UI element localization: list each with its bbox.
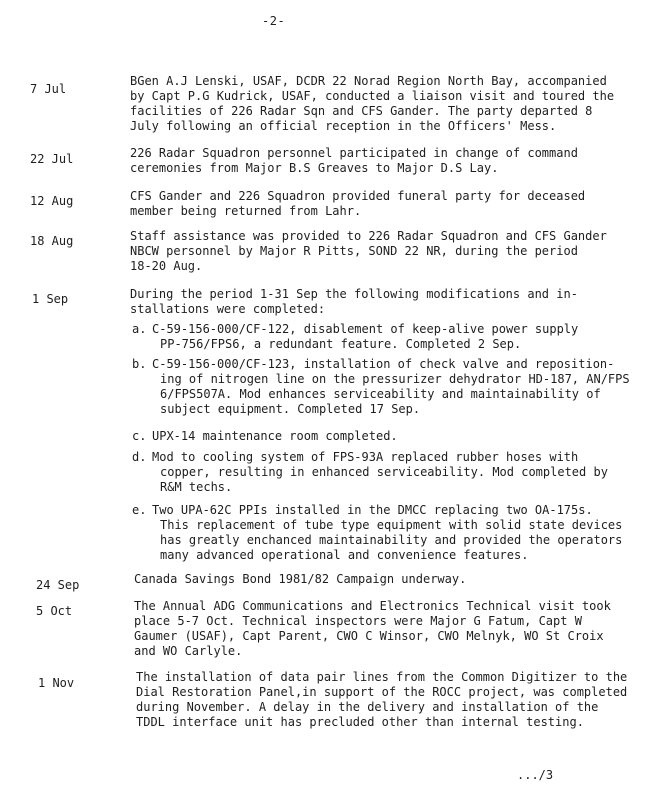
sub-item-line: subject equipment. Completed 17 Sep. (160, 402, 421, 416)
entry-body (130, 287, 630, 563)
sub-item-line: UPX-14 maintenance room completed. (152, 429, 398, 443)
sub-item-letter: d. (132, 450, 147, 464)
entry-body (136, 670, 628, 730)
entry-body (134, 572, 619, 587)
entry-line: During the period 1-31 Sep the following modifications and in- (130, 287, 578, 301)
sub-item-line: has greatly enchanced maintainability and provided the operators (160, 533, 623, 547)
sub-item-line: PP-756/FPS6, a redundant feature. Completed 2 Sep. (160, 337, 522, 351)
sub-item-line: copper, resulting in enhanced serviceability. Mod completed by (160, 465, 608, 479)
entry-line: TDDL interface unit has precluded other than internal testing. (136, 715, 584, 729)
entry-line: Dial Restoration Panel,in support of the ROCC project, was completed (136, 685, 628, 699)
sub-item-line: Two UPA-62C PPIs installed in the DMCC replacing two OA-175s. (152, 503, 593, 517)
entry-line: July following an official reception in the Officers' Mess. (130, 119, 557, 133)
entry-date: 12 Aug (30, 194, 74, 208)
entry-body (130, 229, 615, 274)
entry-date: 18 Aug (30, 234, 74, 248)
entry-line: place 5-7 Oct. Technical inspectors were Major G Fatum, Capt W (134, 614, 582, 628)
entry-line: BGen A.J Lenski, USAF, DCDR 22 Norad Region North Bay, accompanied (130, 74, 607, 88)
entry-line: Gaumer (USAF), Capt Parent, CWO C Winsor, CWO Melnyk, WO St Croix (134, 629, 604, 643)
entry-body (130, 146, 615, 176)
sub-item-line: This replacement of tube type equipment with solid state devices (160, 518, 623, 532)
entry-date: 1 Nov (38, 676, 75, 690)
sub-item-d (130, 450, 615, 495)
sub-item-line: many advanced operational and convenience features. (160, 548, 529, 562)
entry-date: 1 Sep (32, 292, 69, 306)
entry-line: ceremonies from Major B.S Greaves to Major D.S Lay. (130, 161, 499, 175)
entry-body (130, 189, 615, 219)
entry-line: The installation of data pair lines from the Common Digitizer to the (136, 670, 628, 684)
sub-item-line: R&M techs. (160, 480, 233, 494)
entry-line: Staff assistance was provided to 226 Radar Squadron and CFS Gander (130, 229, 607, 243)
page-continuation: .../3 (517, 768, 554, 782)
entry-body (130, 74, 615, 134)
sub-item-b (130, 357, 630, 417)
page-number: -2- (262, 14, 286, 28)
entry-line: during November. A delay in the delivery and installation of the (136, 700, 599, 714)
entry-line: Canada Savings Bond 1981/82 Campaign underway. (134, 572, 467, 586)
entry-date: 22 Jul (30, 152, 74, 166)
sub-item-line: 6/FPS507A. Mod enhances serviceability and maintainability of (160, 387, 601, 401)
sub-item-line: ing of nitrogen line on the pressurizer dehydrator HD-187, AN/FPS (160, 372, 630, 386)
sub-item-letter: e. (132, 503, 147, 517)
entry-date: 7 Jul (30, 82, 67, 96)
entry-line: NBCW personnel by Major R Pitts, SOND 22 NR, during the period (130, 244, 578, 258)
sub-item-line: C-59-156-000/CF-122, disablement of keep-alive power supply (152, 322, 579, 336)
entry-line: The Annual ADG Communications and Electronics Technical visit took (134, 599, 611, 613)
entry-date: 5 Oct (36, 604, 73, 618)
entry-line: facilities of 226 Radar Sqn and CFS Gander. The party departed 8 (130, 104, 593, 118)
entry-line: and WO Carlyle. (134, 644, 243, 658)
sub-item-line: C-59-156-000/CF-123, installation of check valve and reposition- (152, 357, 615, 371)
entry-body (134, 599, 619, 659)
entry-line: by Capt P.G Kudrick, USAF, conducted a liaison visit and toured the (130, 89, 615, 103)
sub-item-c (130, 429, 615, 444)
entry-line: 226 Radar Squadron personnel participated in change of command (130, 146, 578, 160)
sub-item-line: Mod to cooling system of FPS-93A replaced rubber hoses with (152, 450, 579, 464)
sub-item-letter: a. (132, 322, 147, 336)
entry-line: member being returned from Lahr. (130, 204, 362, 218)
sub-item-letter: b. (132, 357, 147, 371)
sub-item-e (130, 503, 623, 563)
sub-item-a (130, 322, 615, 352)
entry-line: 18-20 Aug. (130, 259, 203, 273)
entry-line: stallations were completed: (130, 302, 326, 316)
entry-date: 24 Sep (36, 578, 80, 592)
sub-item-letter: c. (132, 429, 147, 443)
entry-line: CFS Gander and 226 Squadron provided funeral party for deceased (130, 189, 586, 203)
